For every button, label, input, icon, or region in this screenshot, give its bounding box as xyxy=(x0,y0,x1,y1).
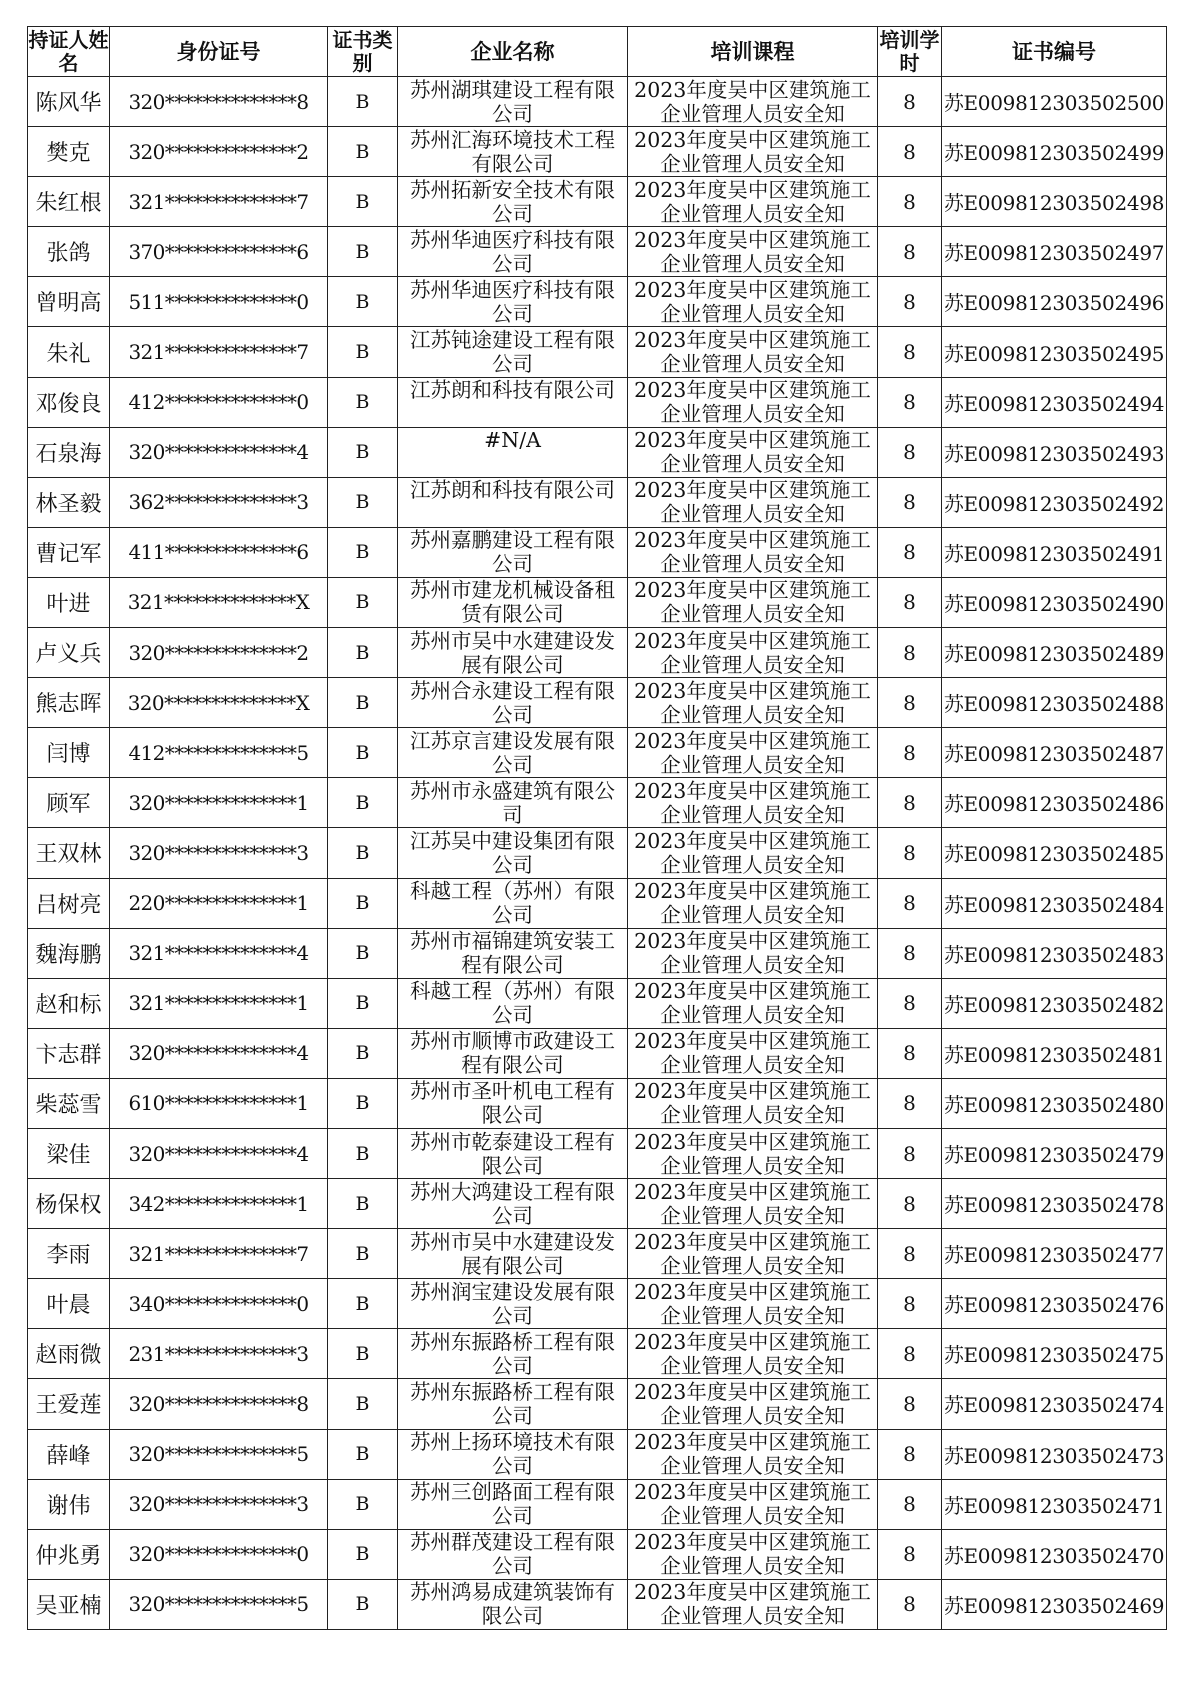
training-course: 2023年度吴中区建筑施工企业管理人员安全知 xyxy=(628,527,878,577)
company-name: 苏州上扬环境技术有限公司 xyxy=(398,1429,628,1479)
company-name: 苏州东振路桥工程有限公司 xyxy=(398,1329,628,1379)
holder-name: 朱红根 xyxy=(28,177,110,227)
training-hours: 8 xyxy=(878,878,942,928)
id-number: 320**************5 xyxy=(110,1579,328,1629)
table-row xyxy=(28,277,1167,327)
cert-category: B xyxy=(328,878,398,928)
id-number: 321**************X xyxy=(110,577,328,627)
training-hours: 8 xyxy=(878,678,942,728)
table-row xyxy=(28,1329,1167,1379)
id-number: 320**************X xyxy=(110,678,328,728)
company-name: 苏州市顺博市政建设工程有限公司 xyxy=(398,1028,628,1078)
training-course: 2023年度吴中区建筑施工企业管理人员安全知 xyxy=(628,1279,878,1329)
holder-name: 卞志群 xyxy=(28,1028,110,1078)
training-hours: 8 xyxy=(878,1329,942,1379)
training-course: 2023年度吴中区建筑施工企业管理人员安全知 xyxy=(628,377,878,427)
table-row xyxy=(28,177,1167,227)
company-name: 苏州嘉鹏建设工程有限公司 xyxy=(398,527,628,577)
company-name: 苏州湖琪建设工程有限公司 xyxy=(398,77,628,127)
cert-number: 苏E009812303502478 xyxy=(942,1179,1167,1229)
training-course: 2023年度吴中区建筑施工企业管理人员安全知 xyxy=(628,828,878,878)
training-hours: 8 xyxy=(878,928,942,978)
training-hours: 8 xyxy=(878,778,942,828)
cert-category: B xyxy=(328,728,398,778)
table-row xyxy=(28,327,1167,377)
holder-name: 柴蕊雪 xyxy=(28,1078,110,1128)
holder-name: 石泉海 xyxy=(28,427,110,477)
cert-category: B xyxy=(328,1279,398,1329)
holder-name: 梁佳 xyxy=(28,1128,110,1178)
company-name: 苏州市吴中水建建设发展有限公司 xyxy=(398,628,628,678)
id-number: 321**************1 xyxy=(110,978,328,1028)
table-row xyxy=(28,577,1167,627)
cert-category: B xyxy=(328,527,398,577)
training-hours: 8 xyxy=(878,277,942,327)
holder-name: 叶进 xyxy=(28,577,110,627)
header-row xyxy=(28,27,1167,77)
company-name: 苏州润宝建设发展有限公司 xyxy=(398,1279,628,1329)
training-hours: 8 xyxy=(878,1479,942,1529)
cert-category: B xyxy=(328,1179,398,1229)
table-row xyxy=(28,127,1167,177)
training-hours: 8 xyxy=(878,577,942,627)
id-number: 320**************8 xyxy=(110,77,328,127)
cert-number: 苏E009812303502471 xyxy=(942,1479,1167,1529)
cert-category: B xyxy=(328,77,398,127)
company-name: 苏州鸿易成建筑装饰有限公司 xyxy=(398,1579,628,1629)
cert-number: 苏E009812303502491 xyxy=(942,527,1167,577)
cert-category: B xyxy=(328,1529,398,1579)
training-hours: 8 xyxy=(878,728,942,778)
table-row xyxy=(28,1429,1167,1479)
training-course: 2023年度吴中区建筑施工企业管理人员安全知 xyxy=(628,77,878,127)
id-number: 320**************8 xyxy=(110,1379,328,1429)
cert-number: 苏E009812303502480 xyxy=(942,1078,1167,1128)
holder-name: 邓俊良 xyxy=(28,377,110,427)
cert-number: 苏E009812303502499 xyxy=(942,127,1167,177)
table-row xyxy=(28,878,1167,928)
training-hours: 8 xyxy=(878,828,942,878)
training-hours: 8 xyxy=(878,1229,942,1279)
training-course: 2023年度吴中区建筑施工企业管理人员安全知 xyxy=(628,1329,878,1379)
company-name: 苏州汇海环境技术工程有限公司 xyxy=(398,127,628,177)
training-hours: 8 xyxy=(878,427,942,477)
cert-number: 苏E009812303502475 xyxy=(942,1329,1167,1379)
training-hours: 8 xyxy=(878,77,942,127)
cert-number: 苏E009812303502474 xyxy=(942,1379,1167,1429)
cert-number: 苏E009812303502497 xyxy=(942,227,1167,277)
training-course: 2023年度吴中区建筑施工企业管理人员安全知 xyxy=(628,1479,878,1529)
id-number: 320**************4 xyxy=(110,427,328,477)
company-name: 苏州市吴中水建建设发展有限公司 xyxy=(398,1229,628,1279)
cert-category: B xyxy=(328,828,398,878)
cert-category: B xyxy=(328,1429,398,1479)
holder-name: 林圣毅 xyxy=(28,477,110,527)
id-number: 511**************0 xyxy=(110,277,328,327)
training-hours: 8 xyxy=(878,1529,942,1579)
holder-name: 闫博 xyxy=(28,728,110,778)
training-hours: 8 xyxy=(878,177,942,227)
holder-name: 叶晨 xyxy=(28,1279,110,1329)
cert-number: 苏E009812303502469 xyxy=(942,1579,1167,1629)
training-hours: 8 xyxy=(878,1179,942,1229)
cert-category: B xyxy=(328,377,398,427)
cert-number: 苏E009812303502486 xyxy=(942,778,1167,828)
holder-name: 赵雨微 xyxy=(28,1329,110,1379)
id-number: 320**************4 xyxy=(110,1028,328,1078)
id-number: 220**************1 xyxy=(110,878,328,928)
holder-name: 李雨 xyxy=(28,1229,110,1279)
table-row xyxy=(28,778,1167,828)
training-course: 2023年度吴中区建筑施工企业管理人员安全知 xyxy=(628,1529,878,1579)
training-course: 2023年度吴中区建筑施工企业管理人员安全知 xyxy=(628,127,878,177)
holder-name: 吴亚楠 xyxy=(28,1579,110,1629)
cert-category: B xyxy=(328,227,398,277)
cert-category: B xyxy=(328,277,398,327)
id-number: 320**************2 xyxy=(110,127,328,177)
training-course: 2023年度吴中区建筑施工企业管理人员安全知 xyxy=(628,778,878,828)
company-name: 苏州群茂建设工程有限公司 xyxy=(398,1529,628,1579)
cert-category: B xyxy=(328,477,398,527)
cert-number: 苏E009812303502484 xyxy=(942,878,1167,928)
company-name: 苏州市建龙机械设备租赁有限公司 xyxy=(398,577,628,627)
cert-category: B xyxy=(328,1028,398,1078)
id-number: 370**************6 xyxy=(110,227,328,277)
cert-number: 苏E009812303502482 xyxy=(942,978,1167,1028)
cert-number: 苏E009812303502479 xyxy=(942,1128,1167,1178)
table-row xyxy=(28,1379,1167,1429)
company-name: 苏州市永盛建筑有限公司 xyxy=(398,778,628,828)
training-course: 2023年度吴中区建筑施工企业管理人员安全知 xyxy=(628,1128,878,1178)
header-course: 培训课程 xyxy=(628,27,878,77)
holder-name: 王爱莲 xyxy=(28,1379,110,1429)
table-row xyxy=(28,678,1167,728)
holder-name: 吕树亮 xyxy=(28,878,110,928)
cert-category: B xyxy=(328,127,398,177)
holder-name: 陈风华 xyxy=(28,77,110,127)
cert-number: 苏E009812303502488 xyxy=(942,678,1167,728)
cert-category: B xyxy=(328,1479,398,1529)
holder-name: 曹记军 xyxy=(28,527,110,577)
company-name: 苏州合永建设工程有限公司 xyxy=(398,678,628,728)
training-course: 2023年度吴中区建筑施工企业管理人员安全知 xyxy=(628,577,878,627)
cert-category: B xyxy=(328,577,398,627)
table-row xyxy=(28,477,1167,527)
company-name: 苏州华迪医疗科技有限公司 xyxy=(398,227,628,277)
company-name: 苏州拓新安全技术有限公司 xyxy=(398,177,628,227)
training-course: 2023年度吴中区建筑施工企业管理人员安全知 xyxy=(628,1429,878,1479)
training-hours: 8 xyxy=(878,628,942,678)
cert-number: 苏E009812303502477 xyxy=(942,1229,1167,1279)
cert-number: 苏E009812303502496 xyxy=(942,277,1167,327)
training-hours: 8 xyxy=(878,377,942,427)
cert-number: 苏E009812303502483 xyxy=(942,928,1167,978)
company-name: 苏州市圣叶机电工程有限公司 xyxy=(398,1078,628,1128)
holder-name: 熊志晖 xyxy=(28,678,110,728)
training-course: 2023年度吴中区建筑施工企业管理人员安全知 xyxy=(628,1579,878,1629)
cert-number: 苏E009812303502493 xyxy=(942,427,1167,477)
table-row xyxy=(28,1179,1167,1229)
training-hours: 8 xyxy=(878,1128,942,1178)
training-course: 2023年度吴中区建筑施工企业管理人员安全知 xyxy=(628,878,878,928)
cert-category: B xyxy=(328,1579,398,1629)
cert-number: 苏E009812303502481 xyxy=(942,1028,1167,1078)
training-course: 2023年度吴中区建筑施工企业管理人员安全知 xyxy=(628,1028,878,1078)
id-number: 321**************7 xyxy=(110,327,328,377)
training-course: 2023年度吴中区建筑施工企业管理人员安全知 xyxy=(628,928,878,978)
holder-name: 朱礼 xyxy=(28,327,110,377)
cert-category: B xyxy=(328,177,398,227)
cert-category: B xyxy=(328,978,398,1028)
training-course: 2023年度吴中区建筑施工企业管理人员安全知 xyxy=(628,177,878,227)
company-name: 苏州大鸿建设工程有限公司 xyxy=(398,1179,628,1229)
training-hours: 8 xyxy=(878,327,942,377)
id-number: 231**************3 xyxy=(110,1329,328,1379)
cert-category: B xyxy=(328,1078,398,1128)
training-hours: 8 xyxy=(878,1579,942,1629)
company-name: #N/A xyxy=(398,427,628,477)
id-number: 362**************3 xyxy=(110,477,328,527)
id-number: 320**************4 xyxy=(110,1128,328,1178)
training-course: 2023年度吴中区建筑施工企业管理人员安全知 xyxy=(628,1078,878,1128)
header-company: 企业名称 xyxy=(398,27,628,77)
training-hours: 8 xyxy=(878,1028,942,1078)
cert-category: B xyxy=(328,1379,398,1429)
id-number: 411**************6 xyxy=(110,527,328,577)
cert-category: B xyxy=(328,678,398,728)
table-row xyxy=(28,628,1167,678)
table-row xyxy=(28,1229,1167,1279)
table-row xyxy=(28,77,1167,127)
training-course: 2023年度吴中区建筑施工企业管理人员安全知 xyxy=(628,327,878,377)
id-number: 342**************1 xyxy=(110,1179,328,1229)
table-row xyxy=(28,828,1167,878)
cert-category: B xyxy=(328,1128,398,1178)
cert-number: 苏E009812303502489 xyxy=(942,628,1167,678)
company-name: 苏州华迪医疗科技有限公司 xyxy=(398,277,628,327)
header-hours: 培训学时 xyxy=(879,27,940,75)
table-row xyxy=(28,1128,1167,1178)
header-cert-no: 证书编号 xyxy=(942,27,1167,77)
training-hours: 8 xyxy=(878,1078,942,1128)
company-name: 苏州市福锦建筑安装工程有限公司 xyxy=(398,928,628,978)
table-row xyxy=(28,1028,1167,1078)
cert-number: 苏E009812303502494 xyxy=(942,377,1167,427)
training-hours: 8 xyxy=(878,527,942,577)
training-hours: 8 xyxy=(878,1429,942,1479)
table-row xyxy=(28,377,1167,427)
training-hours: 8 xyxy=(878,1379,942,1429)
training-course: 2023年度吴中区建筑施工企业管理人员安全知 xyxy=(628,227,878,277)
company-name: 江苏朗和科技有限公司 xyxy=(398,377,628,427)
table-row xyxy=(28,1579,1167,1629)
training-hours: 8 xyxy=(878,1279,942,1329)
holder-name: 卢义兵 xyxy=(28,628,110,678)
cert-number: 苏E009812303502487 xyxy=(942,728,1167,778)
id-number: 340**************0 xyxy=(110,1279,328,1329)
holder-name: 杨保权 xyxy=(28,1179,110,1229)
holder-name: 张鸽 xyxy=(28,227,110,277)
table-row xyxy=(28,227,1167,277)
holder-name: 顾军 xyxy=(28,778,110,828)
training-course: 2023年度吴中区建筑施工企业管理人员安全知 xyxy=(628,678,878,728)
training-course: 2023年度吴中区建筑施工企业管理人员安全知 xyxy=(628,628,878,678)
holder-name: 曾明高 xyxy=(28,277,110,327)
cert-category: B xyxy=(328,427,398,477)
id-number: 321**************4 xyxy=(110,928,328,978)
table-row xyxy=(28,1279,1167,1329)
company-name: 科越工程（苏州）有限公司 xyxy=(398,978,628,1028)
id-number: 320**************3 xyxy=(110,1479,328,1529)
id-number: 610**************1 xyxy=(110,1078,328,1128)
company-name: 江苏吴中建设集团有限公司 xyxy=(398,828,628,878)
cert-number: 苏E009812303502498 xyxy=(942,177,1167,227)
header-id: 身份证号 xyxy=(110,27,328,77)
table-row xyxy=(28,978,1167,1028)
training-hours: 8 xyxy=(878,978,942,1028)
cert-number: 苏E009812303502492 xyxy=(942,477,1167,527)
company-name: 江苏钝途建设工程有限公司 xyxy=(398,327,628,377)
cert-category: B xyxy=(328,628,398,678)
table-row xyxy=(28,928,1167,978)
cert-category: B xyxy=(328,1329,398,1379)
holder-name: 魏海鹏 xyxy=(28,928,110,978)
id-number: 412**************5 xyxy=(110,728,328,778)
holder-name: 赵和标 xyxy=(28,978,110,1028)
training-course: 2023年度吴中区建筑施工企业管理人员安全知 xyxy=(628,978,878,1028)
cert-number: 苏E009812303502495 xyxy=(942,327,1167,377)
id-number: 320**************2 xyxy=(110,628,328,678)
holder-name: 仲兆勇 xyxy=(28,1529,110,1579)
training-course: 2023年度吴中区建筑施工企业管理人员安全知 xyxy=(628,277,878,327)
cert-number: 苏E009812303502490 xyxy=(942,577,1167,627)
cert-number: 苏E009812303502485 xyxy=(942,828,1167,878)
id-number: 321**************7 xyxy=(110,177,328,227)
company-name: 科越工程（苏州）有限公司 xyxy=(398,878,628,928)
id-number: 320**************3 xyxy=(110,828,328,878)
company-name: 苏州市乾泰建设工程有限公司 xyxy=(398,1128,628,1178)
header-category: 证书类别 xyxy=(328,27,398,77)
training-course: 2023年度吴中区建筑施工企业管理人员安全知 xyxy=(628,728,878,778)
holder-name: 樊克 xyxy=(28,127,110,177)
company-name: 江苏朗和科技有限公司 xyxy=(398,477,628,527)
training-hours: 8 xyxy=(878,227,942,277)
id-number: 320**************5 xyxy=(110,1429,328,1479)
training-course: 2023年度吴中区建筑施工企业管理人员安全知 xyxy=(628,1229,878,1279)
cert-category: B xyxy=(328,928,398,978)
cert-number: 苏E009812303502476 xyxy=(942,1279,1167,1329)
training-course: 2023年度吴中区建筑施工企业管理人员安全知 xyxy=(628,1379,878,1429)
cert-number: 苏E009812303502470 xyxy=(942,1529,1167,1579)
cert-category: B xyxy=(328,778,398,828)
table-row xyxy=(28,1078,1167,1128)
training-course: 2023年度吴中区建筑施工企业管理人员安全知 xyxy=(628,427,878,477)
holder-name: 谢伟 xyxy=(28,1479,110,1529)
company-name: 苏州三创路面工程有限公司 xyxy=(398,1479,628,1529)
holder-name: 薛峰 xyxy=(28,1429,110,1479)
table-row xyxy=(28,1479,1167,1529)
header-name: 持证人姓名 xyxy=(28,27,109,75)
certificate-table xyxy=(27,26,1167,1630)
cert-number: 苏E009812303502473 xyxy=(942,1429,1167,1479)
table-row xyxy=(28,728,1167,778)
table-row xyxy=(28,527,1167,577)
id-number: 412**************0 xyxy=(110,377,328,427)
training-hours: 8 xyxy=(878,127,942,177)
id-number: 321**************7 xyxy=(110,1229,328,1279)
id-number: 320**************1 xyxy=(110,778,328,828)
cert-number: 苏E009812303502500 xyxy=(942,77,1167,127)
id-number: 320**************0 xyxy=(110,1529,328,1579)
company-name: 江苏京言建设发展有限公司 xyxy=(398,728,628,778)
cert-category: B xyxy=(328,327,398,377)
cert-category: B xyxy=(328,1229,398,1279)
table-row xyxy=(28,1529,1167,1579)
training-course: 2023年度吴中区建筑施工企业管理人员安全知 xyxy=(628,477,878,527)
table-body xyxy=(28,77,1167,1630)
training-course: 2023年度吴中区建筑施工企业管理人员安全知 xyxy=(628,1179,878,1229)
holder-name: 王双林 xyxy=(28,828,110,878)
company-name: 苏州东振路桥工程有限公司 xyxy=(398,1379,628,1429)
table-row xyxy=(28,427,1167,477)
training-hours: 8 xyxy=(878,477,942,527)
